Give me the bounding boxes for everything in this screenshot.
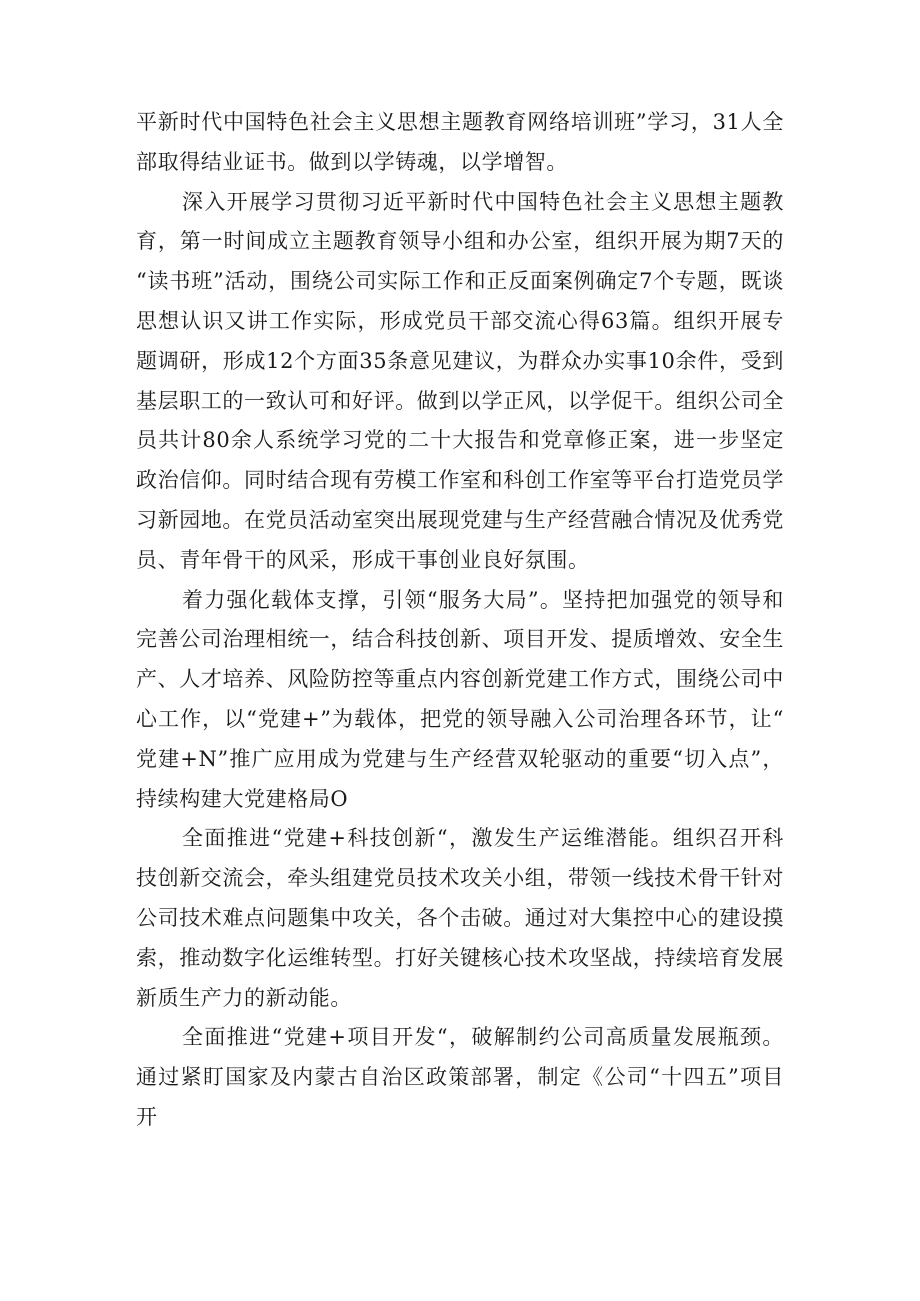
- paragraph-2: 深入开展学习贯彻习近平新时代中国特色社会主义思想主题教育，第一时间成立主题教育领导小组和办公室，组织开展为期7天的“读书班”活动，围绕公司实际工作和正反面案例确定7个专题，既谈思想认识又讲工作实际，形成党员干部交流心得63篇。组织开展专题调研，形成12个方面35条意见建议，为群众办实事10余件，受到基层职工的一致认可和好评。做到以学正风，以学促干。组织公司全员共计80余人系统学习党的二十大报告和党章修正案，进一步坚定政治信仰。同时结合现有劳模工作室和科创工作室等平台打造党员学习新园地。在党员活动室突出展现党建与生产经营融合情况及优秀党员、青年骨干的风采，形成干事创业良好氛围。: [136, 189, 784, 572]
- paragraph-1: 平新时代中国特色社会主义思想主题教育网络培训班”学习，31人全部取得结业证书。做到以学铸魂，以学增智。: [136, 110, 784, 174]
- paragraph-4: 全面推进“党建+科技创新“，激发生产运维潜能。组织召开科技创新交流会，牵头组建党员技术攻关小组，带领一线技术骨干针对公司技术难点问题集中攻关，各个击破。通过对大集控中心的建设摸索，推动数字化运维转型。打好关键核心技术攻坚战，持续培育发展新质生产力的新动能。: [136, 826, 784, 1010]
- paragraph-5: 全面推进“党建+项目开发“，破解制约公司高质量发展瓶颈。通过紧盯国家及内蒙古自治区政策部署，制定《公司“十四五”项目开: [136, 1025, 785, 1129]
- paragraph-3: 着力强化载体支撑，引领“服务大局”。坚持把加强党的领导和完善公司治理相统一，结合科技创新、项目开发、提质增效、安全生产、人才培养、风险防控等重点内容创新党建工作方式，围绕公司中心工作，以“党建+”为载体，把党的领导融入公司治理各环节，让“党建+N”推广应用成为党建与生产经营双轮驱动的重要“切入点”，持续构建大党建格局O: [136, 587, 784, 811]
